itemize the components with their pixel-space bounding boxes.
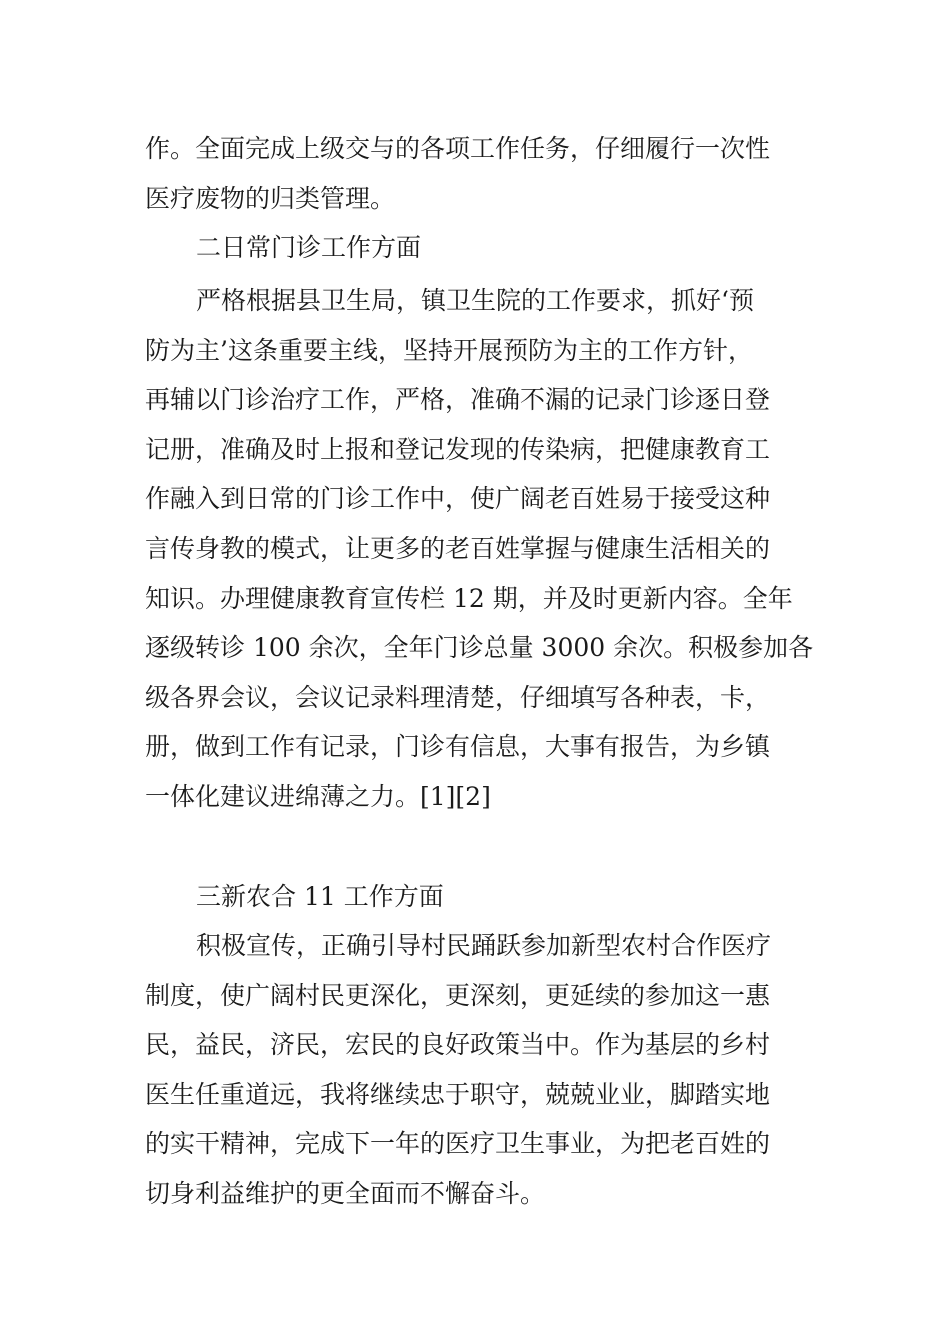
- paragraph-line: 逐级转诊 100 余次，全年门诊总量 3000 余次。积极参加各: [145, 633, 814, 663]
- paragraph-line: 级各界会议，会议记录料理清楚，仔细填写各种表，卡，: [145, 682, 771, 712]
- section-heading: 三新农合 11 工作方面: [196, 882, 444, 911]
- section2-paragraph: [145, 276, 814, 822]
- section3-paragraph: [145, 921, 805, 1219]
- paragraph-line: 防为主’这条重要主线，坚持开展预防为主的工作方针，: [145, 335, 753, 365]
- paragraph-line: 医疗废物的归类管理。: [145, 183, 396, 213]
- paragraph-line: 制度，使广阔村民更深化，更深刻，更延续的参加这一惠: [145, 980, 771, 1010]
- section2-heading-block: [145, 223, 805, 273]
- paragraph-line: 册，做到工作有记录，门诊有信息，大事有报告，为乡镇: [145, 732, 771, 762]
- paragraph-line: 的实干精神，完成下一年的医疗卫生事业，为把老百姓的: [145, 1129, 771, 1159]
- section3-heading-block: [145, 872, 805, 922]
- paragraph-line: 严格根据县卫生局，镇卫生院的工作要求，抓好‘预: [196, 286, 754, 315]
- paragraph-line: 切身利益维护的更全面而不懈奋斗。: [145, 1178, 546, 1208]
- section-heading: 二日常门诊工作方面: [196, 233, 422, 262]
- paragraph-line: 作融入到日常的门诊工作中，使广阔老百姓易于接受这种: [145, 484, 771, 514]
- paragraph-line: 积极宣传，正确引导村民踊跃参加新型农村合作医疗: [196, 931, 772, 960]
- paragraph-line: 医生任重道远，我将继续忠于职守，兢兢业业，脚踏实地: [145, 1079, 771, 1109]
- paragraph-line: 言传身教的模式，让更多的老百姓掌握与健康生活相关的: [145, 533, 771, 563]
- paragraph-line: 知识。办理健康教育宣传栏 12 期，并及时更新内容。全年: [145, 583, 793, 613]
- paragraph-line: 作。全面完成上级交与的各项工作任务，仔细履行一次性: [145, 134, 771, 163]
- paragraph-line: 民，益民，济民，宏民的良好政策当中。作为基层的乡村: [145, 1030, 771, 1060]
- intro-paragraph: [145, 124, 805, 223]
- paragraph-line: 再辅以门诊治疗工作，严格，准确不漏的记录门诊逐日登: [145, 385, 771, 415]
- paragraph-line: 记册，准确及时上报和登记发现的传染病，把健康教育工: [145, 434, 771, 464]
- paragraph-line: 一体化建议进绵薄之力。[1][2]: [145, 781, 491, 811]
